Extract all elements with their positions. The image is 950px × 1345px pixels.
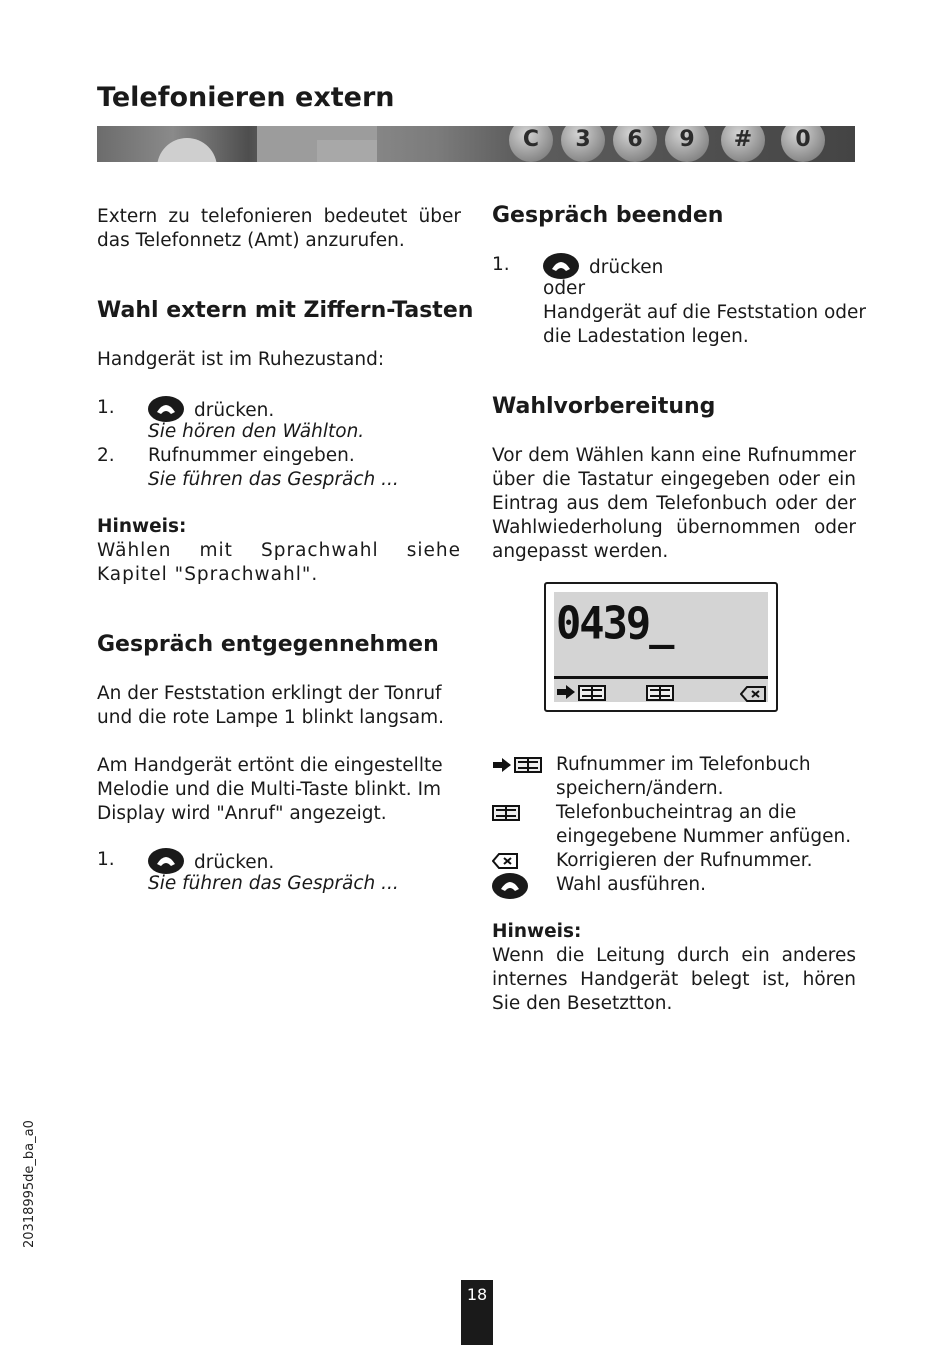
paragraph-feststation: An der Feststation erklingt der Tonruf und die rote Lampe 1 blinkt langsam. bbox=[97, 683, 444, 728]
handset-display bbox=[544, 582, 778, 712]
step-alt-line2: die Ladestation legen. bbox=[543, 326, 749, 347]
step-result: Sie führen das Gespräch ... bbox=[148, 469, 399, 490]
legend-text-line2: eingegebene Nummer anfügen. bbox=[556, 826, 852, 847]
step-1-beenden bbox=[492, 253, 867, 349]
legend-text-line1: Rufnummer im Telefonbuch bbox=[556, 754, 811, 775]
display-divider bbox=[554, 676, 768, 679]
phone-button-icon bbox=[543, 253, 579, 279]
legend-item bbox=[492, 873, 856, 897]
document-code: 20318995de_ba_a0 bbox=[22, 1120, 37, 1248]
step-number: 1. bbox=[492, 254, 510, 275]
step-result: Sie hören den Wählton. bbox=[148, 421, 365, 442]
legend-text-line1: Telefonbucheintrag an die bbox=[556, 802, 797, 823]
heading-wahl-extern: Wahl extern mit Ziffern-Tasten bbox=[97, 298, 474, 323]
step-1-wahl bbox=[97, 396, 461, 444]
arrow-phonebook-icon bbox=[556, 684, 616, 702]
legend-text-line1: Wahl ausführen. bbox=[556, 874, 707, 895]
banner-key-9: 9 bbox=[665, 126, 709, 162]
heading-wahlvorbereitung: Wahlvorbereitung bbox=[492, 394, 716, 419]
display-digits: 0439_ bbox=[556, 597, 673, 650]
page-title: Telefonieren extern bbox=[97, 82, 395, 113]
heading-gespraech-beenden: Gespräch beenden bbox=[492, 203, 724, 228]
display-screen bbox=[554, 592, 768, 702]
backspace-icon bbox=[740, 685, 766, 701]
phonebook-icon bbox=[646, 684, 676, 702]
paragraph-wahlvorbereitung: Vor dem Wählen kann eine Rufnummer über die Tastatur eingegeben oder ein Eintrag aus dem Telefonbuch oder der Wahlwiederholung übernommen oder angepasst werden. bbox=[492, 445, 856, 562]
backspace-icon bbox=[492, 849, 552, 873]
phone-button-icon bbox=[148, 848, 184, 874]
step-alt-line1: Handgerät auf die Feststation oder bbox=[543, 302, 867, 323]
paragraph-handgeraet: Am Handgerät ertönt die eingestellte Melodie und die Multi-Taste blinkt. Im Display wird "Anruf" angezeigt. bbox=[97, 755, 443, 824]
step-1-annehmen bbox=[97, 848, 461, 896]
step-number: 2. bbox=[97, 445, 115, 466]
banner-key-0: 0 bbox=[781, 126, 825, 162]
phone-button-icon bbox=[492, 873, 552, 897]
header-banner-image bbox=[97, 126, 855, 162]
phone-button-icon bbox=[148, 396, 184, 422]
legend-text-line1: Korrigieren der Rufnummer. bbox=[556, 850, 813, 871]
heading-gespraech-entgegennehmen: Gespräch entgegennehmen bbox=[97, 632, 439, 657]
banner-key-hash: # bbox=[721, 126, 765, 162]
intro-text: Extern zu telefonieren bedeutet über das Telefonnetz (Amt) anzurufen. bbox=[97, 206, 461, 251]
note-text: Wählen mit Sprachwahl siehe Kapitel "Sprachwahl". bbox=[97, 540, 461, 585]
step-number: 1. bbox=[97, 849, 115, 870]
arrow-phonebook-icon bbox=[492, 753, 552, 777]
page-number: 18 bbox=[461, 1280, 493, 1345]
step-number: 1. bbox=[97, 397, 115, 418]
legend-text-line2: speichern/ändern. bbox=[556, 778, 724, 799]
legend-item bbox=[492, 849, 856, 873]
step-text: drücken. bbox=[194, 400, 275, 421]
note-label: Hinweis: bbox=[97, 516, 187, 537]
banner-key-c: C bbox=[509, 126, 553, 162]
step-2-wahl bbox=[97, 444, 461, 492]
phonebook-icon bbox=[492, 801, 552, 825]
step-text: drücken bbox=[589, 257, 664, 278]
note-label: Hinweis: bbox=[492, 921, 582, 942]
idle-state-text: Handgerät ist im Ruhezustand: bbox=[97, 349, 385, 370]
legend-item bbox=[492, 753, 856, 801]
step-text: drücken. bbox=[194, 852, 275, 873]
step-result: Sie führen das Gespräch ... bbox=[148, 873, 399, 894]
banner-key-6: 6 bbox=[613, 126, 657, 162]
banner-key-3: 3 bbox=[561, 126, 605, 162]
legend-item bbox=[492, 801, 856, 849]
step-or: oder bbox=[543, 278, 586, 299]
step-text: Rufnummer eingeben. bbox=[148, 445, 355, 466]
note-text: Wenn die Leitung durch ein anderes internes Handgerät belegt ist, hören Sie den Besetztton. bbox=[492, 945, 856, 1014]
